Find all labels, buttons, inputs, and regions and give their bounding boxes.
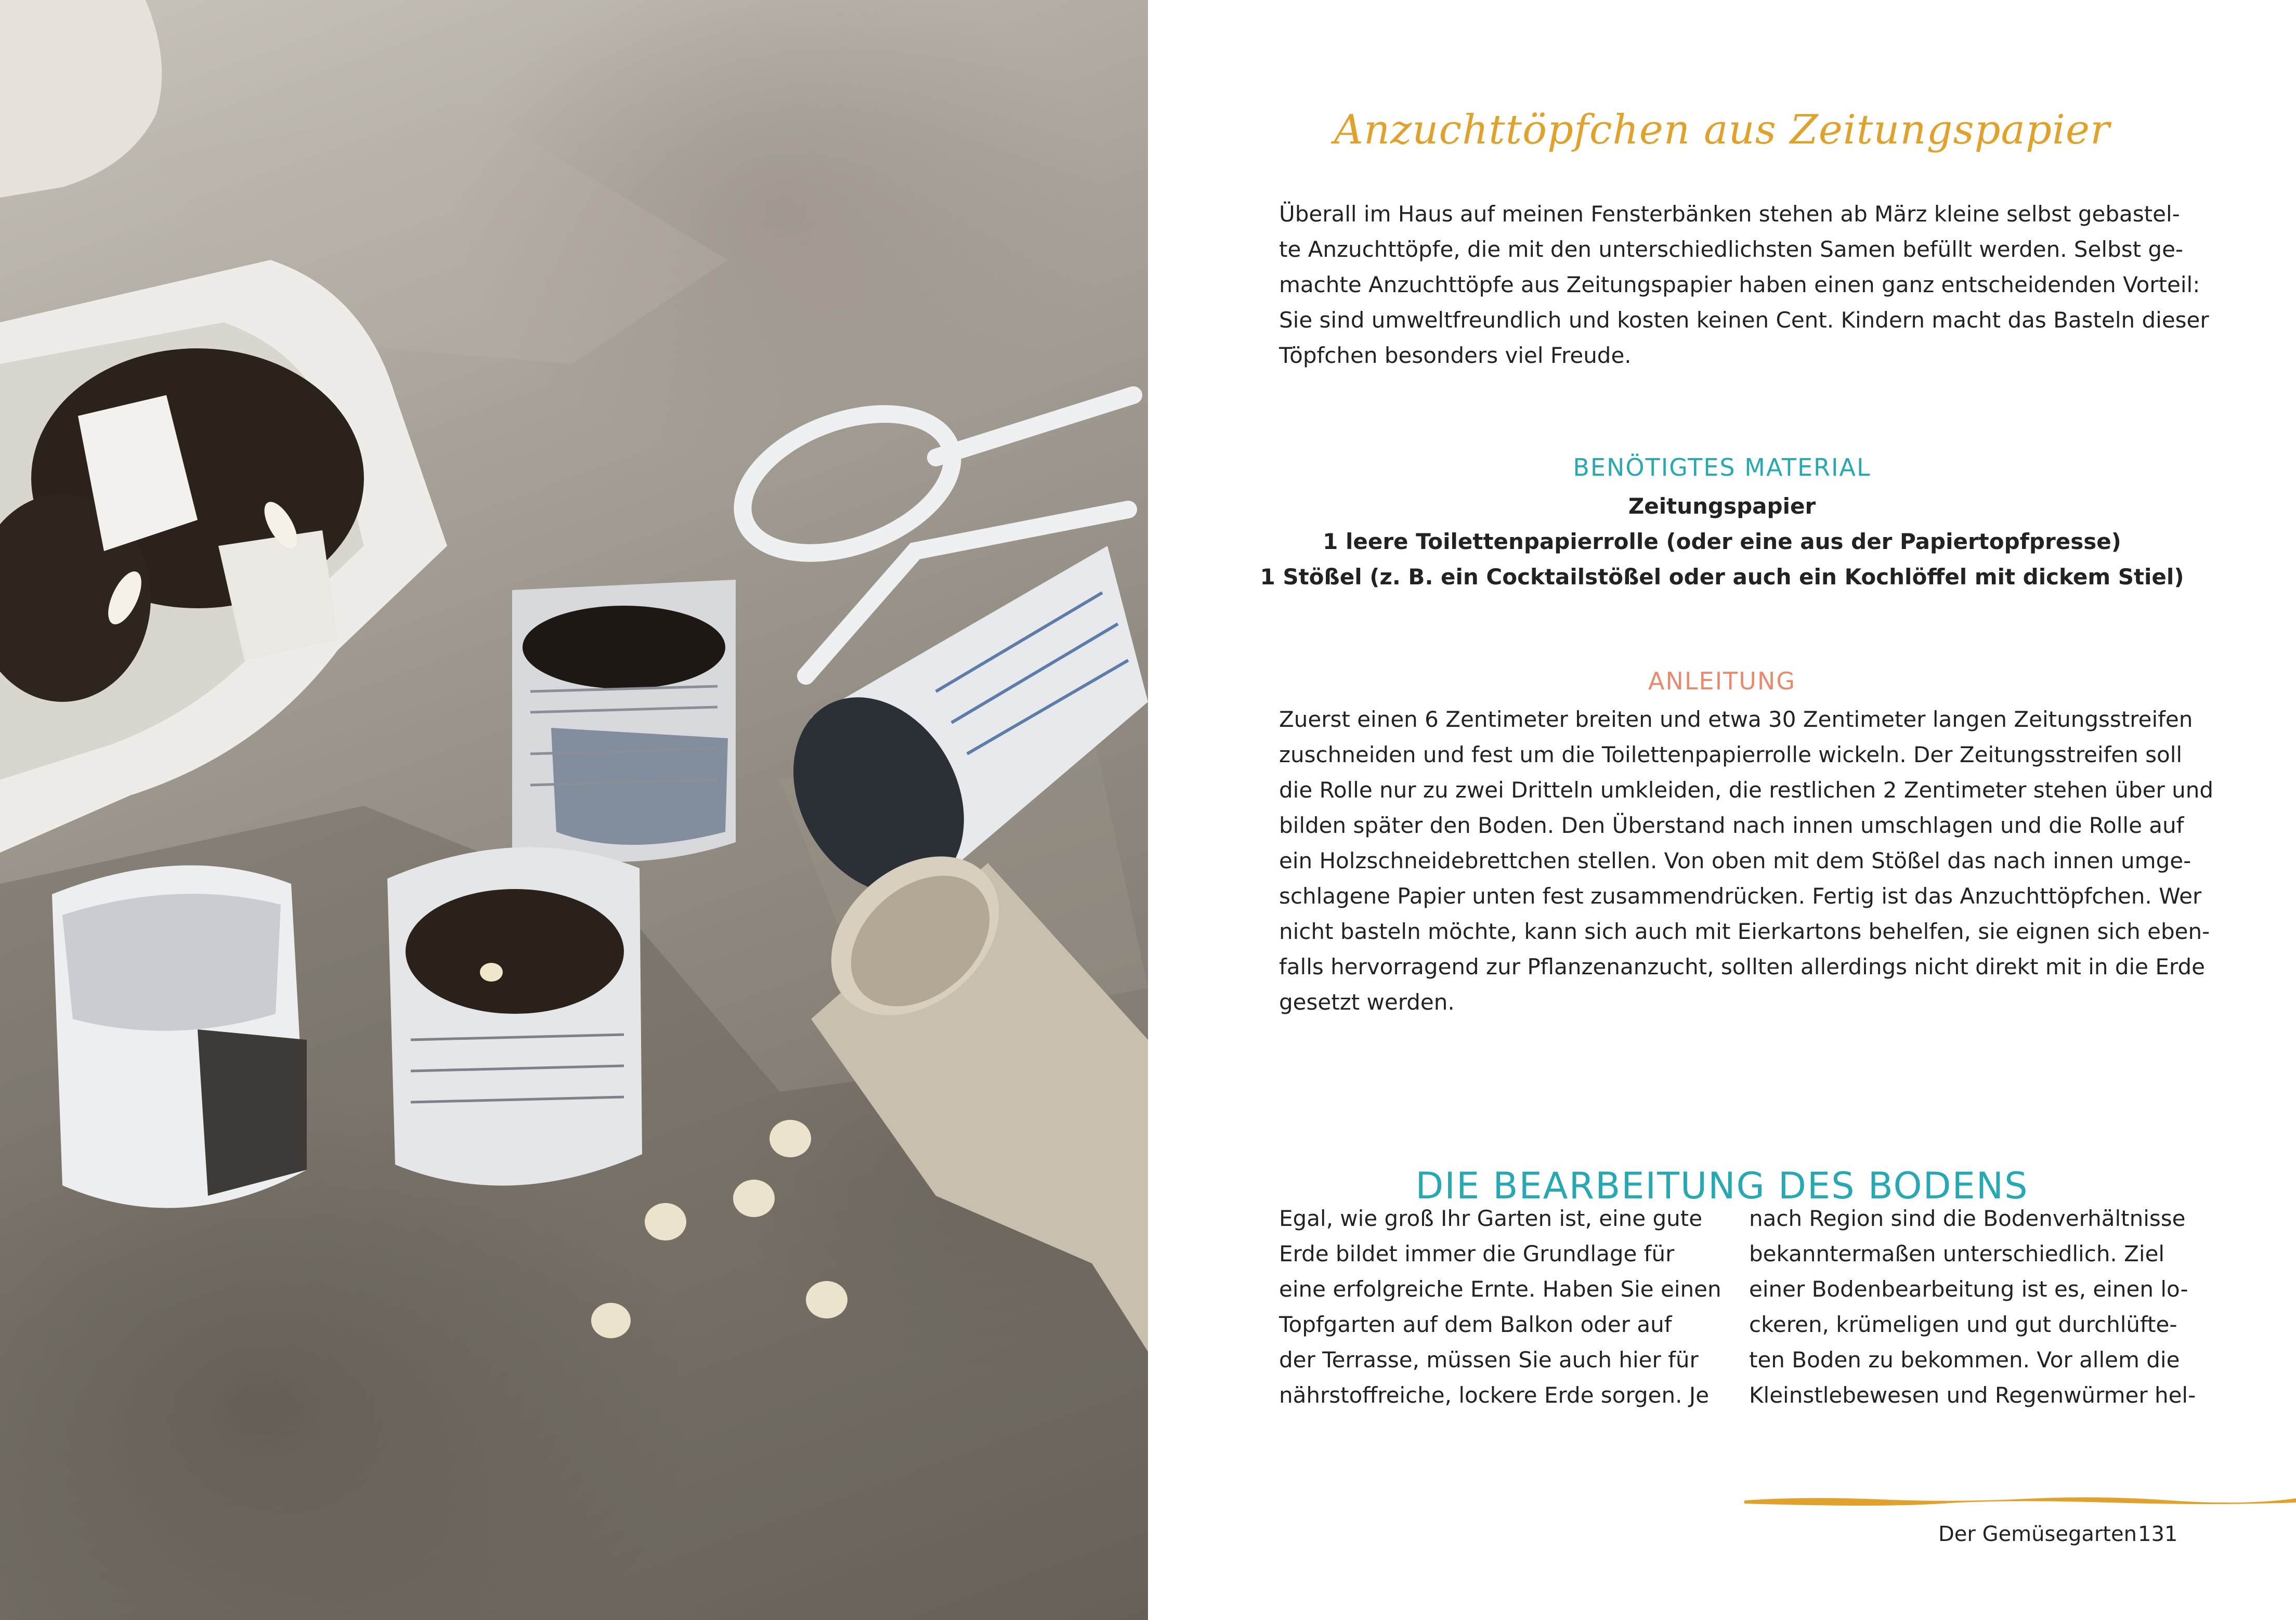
instructions-line: ein Holzschneidebrettchen stellen. Von oben mit dem Stößel das nach innen umge-: [1279, 848, 2191, 873]
column-line: Kleinstlebewesen und Regenwürmer hel-: [1749, 1382, 2196, 1408]
column-line: ten Boden zu bekommen. Vor allem die: [1749, 1347, 2180, 1373]
column-line: eine erfolgreiche Ernte. Haben Sie einen: [1279, 1276, 1721, 1302]
column-line: ckeren, krümeligen und gut durchlüfte-: [1749, 1312, 2177, 1337]
material-heading: BENÖTIGTES MATERIAL: [1573, 453, 1871, 481]
instructions-line: zuschneiden und fest um die Toilettenpapierrolle wickeln. Der Zeitungsstreifen soll: [1279, 742, 2183, 767]
intro-line: te Anzuchttöpfe, die mit den unterschiedlichsten Samen befüllt werden. Selbst ge-: [1279, 237, 2184, 262]
column-line: Topfgarten auf dem Balkon oder auf: [1279, 1312, 1672, 1337]
column-line: bekanntermaßen unterschiedlich. Ziel: [1749, 1241, 2165, 1266]
instructions-line: nicht basteln möchte, kann sich auch mit Eierkartons behelfen, sie eignen sich eben-: [1279, 919, 2210, 944]
instructions-line: Zuerst einen 6 Zentimeter breiten und etwa 30 Zentimeter langen Zeitungsstreifen: [1279, 707, 2193, 732]
newspaper-pot-empty: [52, 865, 307, 1208]
egg-carton: [0, 260, 447, 853]
page-title: Anzuchttöpfchen aus Zeitungspapier: [1334, 107, 2110, 153]
instructions-line: die Rolle nur zu zwei Dritteln umkleiden, die restlichen 2 Zentimeter stehen über und: [1279, 777, 2213, 803]
material-list: [1148, 489, 2296, 595]
instructions-line: gesetzt werden.: [1279, 989, 1455, 1015]
material-item: 1 Stößel (z. B. ein Cocktailstößel oder auch ein Kochlöffel mit dickem Stiel): [1260, 564, 2184, 590]
section-title: DIE BEARBEITUNG DES BODENS: [1415, 1165, 2029, 1207]
footer-section-label: Der Gemüsegarten: [1938, 1522, 2137, 1546]
cloth: [0, 0, 162, 198]
material-item: 1 leere Toilettenpapierrolle (oder eine aus der Papiertopfpresse): [1323, 529, 2121, 554]
intro-line: Überall im Haus auf meinen Fensterbänken stehen ab März kleine selbst gebastel-: [1279, 201, 2180, 227]
column-line: nährstoffreiche, lockere Erde sorgen. Je: [1279, 1382, 1710, 1408]
material-item: Zeitungspapier: [1628, 493, 1816, 519]
column-line: einer Bodenbearbeitung ist es, einen lo-: [1749, 1276, 2188, 1302]
page-number: 131: [2138, 1522, 2178, 1546]
instructions-heading: ANLEITUNG: [1648, 667, 1796, 695]
intro-line: Töpfchen besonders viel Freude.: [1279, 343, 1632, 368]
column-line: nach Region sind die Bodenverhältnisse: [1749, 1206, 2186, 1231]
newspaper-pot-filled: [387, 847, 642, 1186]
instructions-line: schlagene Papier unten fest zusammendrücken. Fertig ist das Anzuchttöpfchen. Wer: [1279, 883, 2202, 909]
column-line: der Terrasse, müssen Sie auch hier für: [1279, 1347, 1699, 1373]
instructions-paragraph: [1279, 702, 2213, 1020]
intro-line: Sie sind umweltfreundlich und kosten keinen Cent. Kindern macht das Basteln dieser: [1279, 307, 2209, 333]
section-column-left: [1279, 1201, 1721, 1413]
newspaper-pot-tall: [512, 580, 736, 862]
instructions-line: falls hervorragend zur Pflanzenanzucht, sollten allerdings nicht direkt mit in die Erde: [1279, 954, 2205, 979]
column-line: Erde bildet immer die Grundlage für: [1279, 1241, 1675, 1266]
intro-paragraph: [1279, 197, 2209, 373]
footer-brush-rule: [1744, 1494, 2296, 1507]
section-column-right: [1749, 1201, 2196, 1413]
intro-line: machte Anzuchttöpfe aus Zeitungspapier haben einen ganz entscheidenden Vorteil:: [1279, 272, 2200, 297]
instructions-line: bilden später den Boden. Den Überstand nach innen umschlagen und die Rolle auf: [1279, 813, 2184, 838]
column-line: Egal, wie groß Ihr Garten ist, eine gute: [1279, 1206, 1703, 1231]
